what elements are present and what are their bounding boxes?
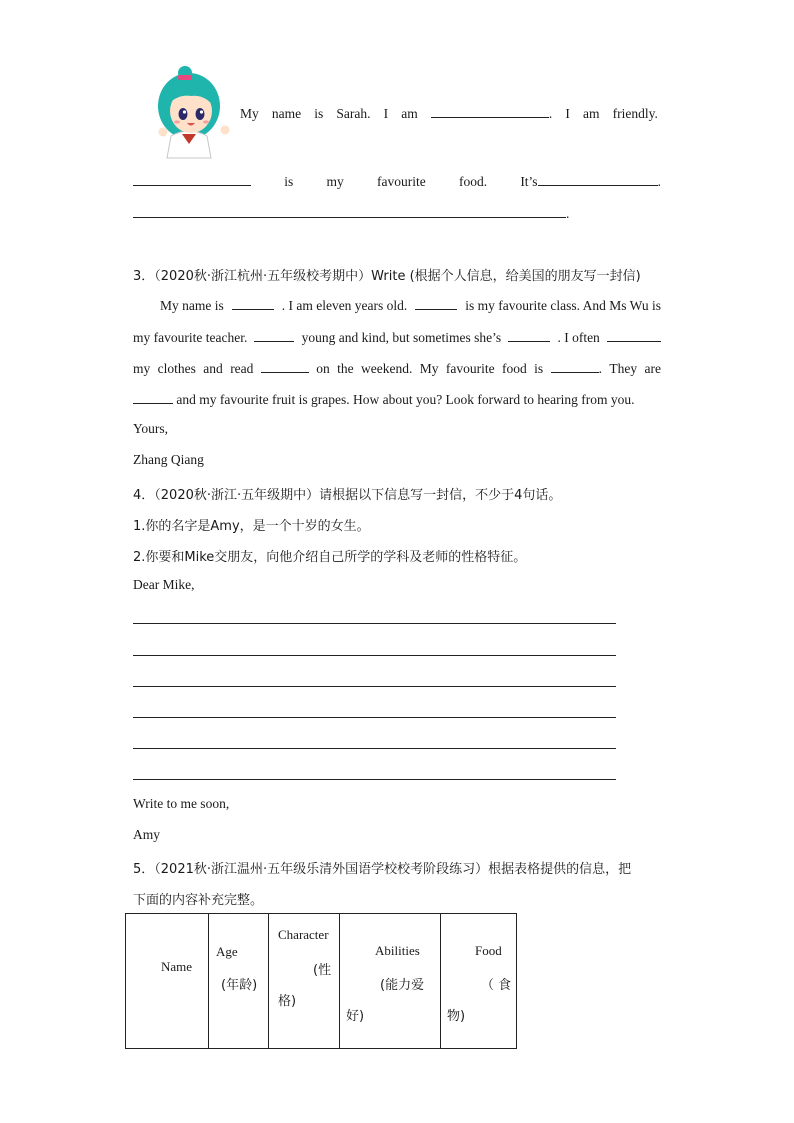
writing-line[interactable] [133, 655, 616, 656]
answer-blank[interactable] [254, 328, 294, 342]
header-age: Age (年龄) [209, 914, 269, 1049]
answer-blank[interactable] [508, 328, 550, 342]
word: is [284, 174, 294, 189]
q3-line-3: my clothes and read on the weekend. My favourite food is . They are [133, 361, 661, 376]
word: My [240, 106, 259, 121]
q5-title-line-2: 下面的内容补充完整。 [133, 893, 264, 908]
q4-closing: Write to me soon, [133, 796, 230, 811]
info-table [125, 913, 517, 1049]
sarah-line-2: is my favourite food. It’s . [133, 172, 661, 190]
q5-title-line-1: 5．（2021秋·浙江温州·五年级乐清外国语学校校考阶段练习）根据表格提供的信息，把 [133, 862, 632, 877]
word: I [565, 106, 570, 121]
q3-line-2: my favourite teacher. young and kind, but sometimes she’s . I often [133, 328, 661, 346]
answer-blank[interactable] [551, 359, 599, 373]
word: am [401, 106, 418, 121]
header-abilities: Abilities (能力爱 好) [340, 914, 441, 1049]
answer-blank[interactable] [232, 296, 274, 310]
answer-blank[interactable] [133, 390, 173, 404]
word: I [383, 106, 389, 121]
answer-blank[interactable] [538, 172, 658, 186]
table-header-row [126, 914, 517, 1049]
word: name [271, 106, 302, 121]
header-character: Character (性 格) [269, 914, 340, 1049]
word: Sarah. [336, 106, 371, 121]
q4-title: 4．（2020秋·浙江·五年级期中）请根据以下信息写一封信，不少于4句话。 [133, 488, 562, 503]
writing-line[interactable] [133, 623, 616, 624]
answer-blank[interactable] [431, 104, 549, 118]
writing-line[interactable] [133, 748, 616, 749]
q4-point-2: 2.你要和Mike交朋友，向他介绍自己所学的学科及老师的性格特征。 [133, 550, 527, 565]
word: friendly. [612, 106, 658, 121]
writing-line[interactable] [133, 686, 616, 687]
q4-point-1: 1.你的名字是Amy，是一个十岁的女生。 [133, 519, 370, 534]
q3-title: 3．（2020秋·浙江杭州·五年级校考期中）Write (根据个人信息，给美国的朋友写一封信) [133, 269, 641, 284]
writing-line[interactable] [133, 717, 616, 718]
q3-signature: Zhang Qiang [133, 452, 204, 467]
word: food. [458, 174, 488, 189]
word: favourite [376, 174, 426, 189]
sarah-line-1: My name is Sarah. I am . I am friendly. [240, 106, 658, 121]
header-food: Food （ 食 物) [441, 914, 517, 1049]
sarah-line-3: . [133, 204, 569, 222]
q3-line-4: and my favourite fruit is grapes. How about you? Look forward to hearing from you. [133, 390, 635, 408]
word: am [583, 106, 600, 121]
q3-line-1: My name is . I am eleven years old. is my favourite class. And Ms Wu is [160, 298, 661, 313]
answer-blank[interactable] [415, 296, 457, 310]
header-name: Name [126, 914, 209, 1049]
word: my [326, 174, 344, 189]
answer-blank[interactable] [133, 172, 251, 186]
sarah-cartoon-image [155, 64, 235, 160]
q4-signature: Amy [133, 827, 160, 842]
q4-greeting: Dear Mike, [133, 577, 195, 592]
answer-blank[interactable] [133, 204, 566, 218]
q3-closing: Yours, [133, 421, 169, 436]
answer-blank[interactable] [261, 359, 309, 373]
writing-line[interactable] [133, 779, 616, 780]
answer-blank[interactable] [607, 328, 661, 342]
word: is [314, 106, 324, 121]
